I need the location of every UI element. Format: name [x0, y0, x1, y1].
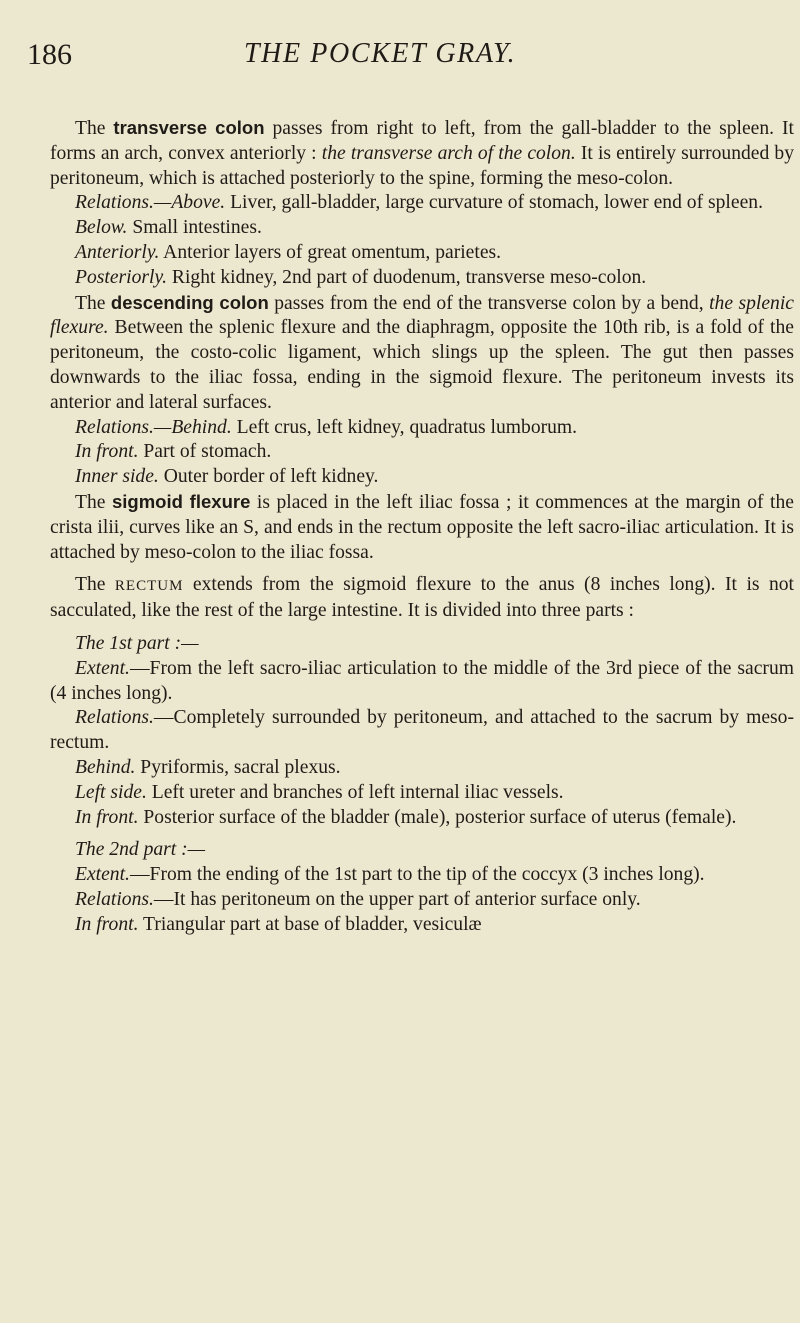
italic-run: Relations.—Behind. [75, 416, 232, 438]
section-heading: RECTUM [114, 578, 184, 595]
text-run: The [75, 491, 112, 513]
text-run: The [75, 118, 114, 139]
italic-run: Relations.—Above. [75, 192, 226, 214]
italic-run: Anteriorly. [75, 241, 160, 263]
paragraph [50, 888, 794, 913]
paragraph [50, 266, 794, 291]
text-run: It is entirely surrounded by peritoneum, which is attached posteriorly to the spine, forming the meso-colon. [50, 142, 794, 189]
paragraph [50, 216, 794, 241]
text-run: Triangular part at base of bladder, vesiculæ [138, 913, 482, 935]
text-run: Small intestines. [127, 217, 262, 239]
paragraph [50, 632, 794, 657]
paragraph [50, 465, 794, 490]
text-run: is placed in the left iliac fossa ; it commences at the margin of the crista ilii, curves like an S, and ends in the rectum opposite the left sacro-iliac articulation. It is attached by meso-colon to the iliac fossa. [50, 491, 794, 563]
text-run: Part of stomach. [138, 441, 272, 463]
paragraph [50, 838, 794, 863]
paragraph [50, 806, 794, 831]
text-run: Outer border of left kidney. [158, 466, 379, 488]
text-run: Anterior layers of great omentum, parietes. [159, 241, 502, 263]
italic-run: Extent. [75, 657, 130, 679]
italic-run: Inner side. [75, 466, 159, 488]
text-run: Pyriformis, sacral plexus. [135, 756, 341, 778]
italic-run: Left side. [75, 781, 147, 803]
text-run: The [75, 574, 115, 596]
italic-run: Relations. [75, 707, 154, 729]
running-title: THE POCKET GRAY. [244, 38, 517, 69]
italic-run: In front. [75, 913, 139, 935]
italic-run: Below. [75, 217, 128, 239]
italic-run: the splenic flexure. [50, 292, 794, 339]
paragraph [50, 241, 794, 266]
italic-run: The 1st part :— [75, 632, 199, 654]
text-run: Posterior surface of the bladder (male), posterior surface of uterus (female). [138, 806, 737, 828]
body-text [50, 116, 794, 938]
term-heading: descending colon [110, 291, 269, 313]
paragraph [50, 440, 794, 465]
paragraph [50, 416, 794, 441]
text-run: passes from right to left, from the gall-bladder to the spleen. It forms an arch, convex anteriorly : [50, 118, 794, 164]
paragraph [50, 781, 794, 806]
italic-run: Posteriorly. [75, 266, 167, 288]
paragraph [50, 756, 794, 781]
text-run: —From the left sacro-iliac articulation to the middle of the 3rd piece of the sacrum (4 inches long). [50, 657, 794, 704]
italic-run: In front. [75, 806, 139, 828]
text-run: —From the ending of the 1st part to the tip of the coccyx (3 inches long). [129, 864, 705, 886]
paragraph [50, 573, 794, 624]
text-run: Liver, gall-bladder, large curvature of stomach, lower end of spleen. [225, 192, 763, 214]
term-heading: sigmoid flexure [112, 490, 251, 512]
text-run: —It has peritoneum on the upper part of anterior surface only. [153, 888, 641, 910]
paragraph [50, 913, 794, 938]
paragraph [50, 863, 794, 888]
text-run: The [75, 292, 111, 314]
text-run: Right kidney, 2nd part of duodenum, transverse meso-colon. [166, 266, 647, 288]
italic-run: The 2nd part :— [75, 839, 206, 861]
paragraph [50, 706, 794, 756]
term-heading: transverse colon [113, 117, 265, 138]
text-run: extends from the sigmoid flexure to the anus (8 inches long). It is not sacculated, like the rest of the large intestine. It is divided into three parts : [50, 574, 794, 622]
paragraph [50, 657, 794, 707]
text-run: —Completely surrounded by peritoneum, and attached to the sacrum by meso-rectum. [50, 707, 794, 754]
paragraph [50, 116, 794, 191]
text-run: Left crus, left kidney, quadratus lumborum. [231, 416, 578, 438]
italic-run: the transverse arch of the colon. [321, 142, 576, 164]
text-run: Left ureter and branches of left internal iliac vessels. [146, 781, 564, 803]
text-run: Between the splenic flexure and the diaphragm, opposite the 10th rib, is a fold of the peritoneum, the costo-colic ligament, which slings up the spleen. The gut then passes downwards to the iliac fossa, ending in the sigmoid flexure. The peritoneum invests its anterior and lateral surfaces. [50, 317, 794, 413]
italic-run: Extent. [75, 864, 130, 886]
text-run: passes from the end of the transverse colon by a bend, [268, 292, 710, 314]
paragraph [50, 291, 794, 416]
italic-run: Behind. [75, 756, 136, 778]
page-number: 186 [27, 38, 72, 71]
italic-run: Relations. [75, 888, 154, 910]
italic-run: In front. [75, 441, 139, 463]
paragraph [50, 490, 794, 565]
paragraph [50, 191, 794, 216]
